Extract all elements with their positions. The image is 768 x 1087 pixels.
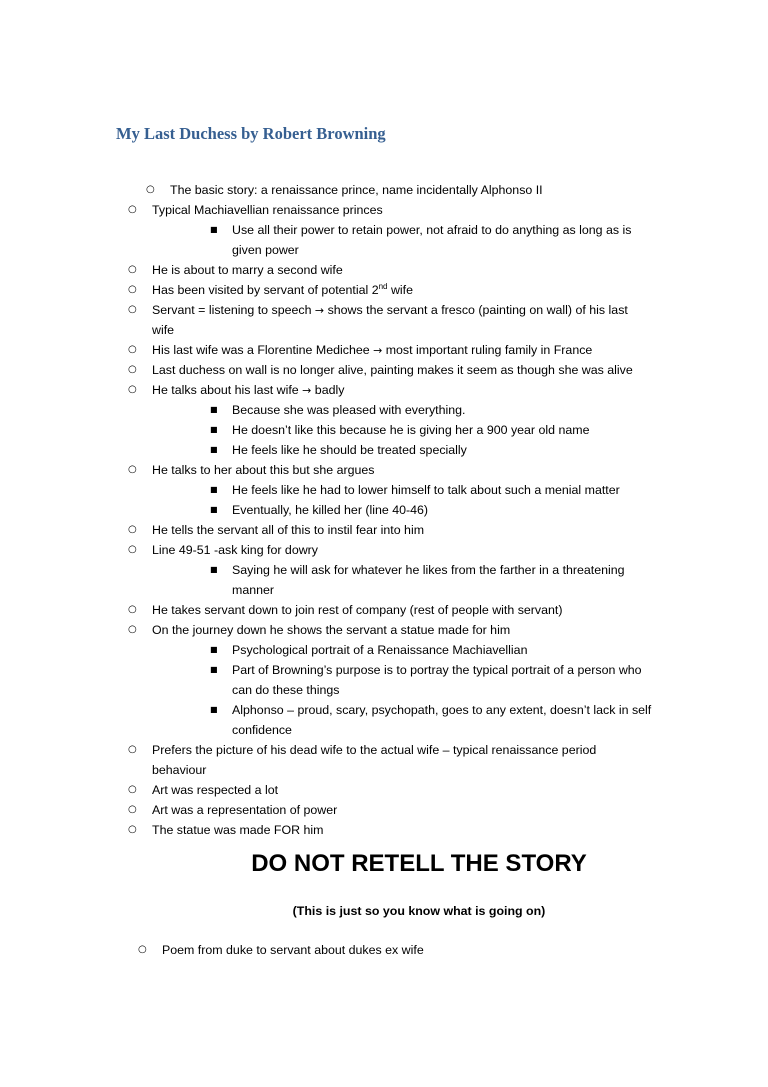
circle-bullet-icon: ○: [128, 744, 137, 755]
sub-list-item: He feels like he should be treated specially: [232, 443, 467, 457]
circle-bullet-icon: ○: [128, 784, 137, 795]
square-bullet-icon: ■: [210, 565, 218, 574]
list-item-text: wife: [387, 283, 413, 297]
square-bullet-icon: ■: [210, 445, 218, 454]
square-bullet-icon: ■: [210, 425, 218, 434]
section-heading: DO NOT RETELL THE STORY: [251, 850, 587, 877]
list-item: [152, 380, 344, 401]
square-bullet-icon: ■: [210, 405, 218, 414]
circle-bullet-icon: ○: [128, 824, 137, 835]
square-bullet-icon: ■: [210, 225, 218, 234]
list-item: Poem from duke to servant about dukes ex wife: [162, 943, 424, 957]
document-title: My Last Duchess by Robert Browning: [116, 124, 386, 143]
sub-list-item: Use all their power to retain power, not afraid to do anything as long as is: [232, 223, 632, 237]
list-item: [152, 300, 628, 321]
sub-list-item: He feels like he had to lower himself to talk about such a menial matter: [232, 483, 620, 497]
circle-bullet-icon: ○: [128, 304, 137, 315]
list-item: Prefers the picture of his dead wife to the actual wife – typical renaissance period: [152, 743, 597, 757]
circle-bullet-icon: ○: [128, 464, 137, 475]
list-item-text: Has been visited by servant of potential 2: [152, 283, 379, 297]
list-item: On the journey down he shows the servant a statue made for him: [152, 623, 511, 637]
list-item: [152, 340, 592, 361]
section-subheading: (This is just so you know what is going on): [292, 904, 546, 918]
list-item-text: badly: [311, 383, 345, 397]
sub-list-item: Part of Browning’s purpose is to portray the typical portrait of a person who: [232, 663, 642, 677]
arrow-right-icon: →: [302, 384, 312, 397]
list-item: The statue was made FOR him: [152, 823, 324, 837]
list-item-text: most important ruling family in France: [382, 343, 593, 357]
list-item: [152, 280, 413, 300]
sub-list-item-continued: can do these things: [232, 683, 340, 697]
list-item: He talks to her about this but she argues: [152, 463, 375, 477]
square-bullet-icon: ■: [210, 665, 218, 674]
circle-bullet-icon: ○: [146, 184, 155, 195]
sub-list-item: He doesn’t like this because he is giving her a 900 year old name: [232, 423, 590, 437]
circle-bullet-icon: ○: [128, 524, 137, 535]
list-item-text: shows the servant a fresco (painting on wall) of his last: [324, 303, 628, 317]
sub-list-item-continued: given power: [232, 243, 299, 257]
circle-bullet-icon: ○: [128, 604, 137, 615]
circle-bullet-icon: ○: [128, 384, 137, 395]
list-item-text: He talks about his last wife: [152, 383, 303, 397]
list-item: Line 49-51 -ask king for dowry: [152, 543, 318, 557]
list-item: He is about to marry a second wife: [152, 263, 343, 277]
superscript: nd: [378, 281, 388, 291]
sub-list-item: Psychological portrait of a Renaissance Machiavellian: [232, 643, 528, 657]
square-bullet-icon: ■: [210, 485, 218, 494]
list-item: Art was respected a lot: [152, 783, 279, 797]
sub-list-item: Saying he will ask for whatever he likes from the farther in a threatening: [232, 563, 625, 577]
circle-bullet-icon: ○: [138, 944, 147, 955]
square-bullet-icon: ■: [210, 645, 218, 654]
circle-bullet-icon: ○: [128, 284, 137, 295]
circle-bullet-icon: ○: [128, 264, 137, 275]
circle-bullet-icon: ○: [128, 544, 137, 555]
list-item: He takes servant down to join rest of company (rest of people with servant): [152, 603, 563, 617]
list-item: Typical Machiavellian renaissance princes: [152, 203, 383, 217]
sub-list-item: Eventually, he killed her (line 40-46): [232, 503, 429, 517]
circle-bullet-icon: ○: [128, 624, 137, 635]
list-item-text: Servant = listening to speech: [152, 303, 315, 317]
circle-bullet-icon: ○: [128, 204, 137, 215]
arrow-right-icon: →: [314, 304, 325, 317]
square-bullet-icon: ■: [210, 705, 218, 714]
arrow-right-icon: →: [373, 344, 383, 357]
list-item-text: His last wife was a Florentine Medichee: [152, 343, 374, 357]
sub-list-item: Alphonso – proud, scary, psychopath, goes to any extent, doesn’t lack in self: [232, 703, 652, 717]
sub-list-item-continued: manner: [232, 583, 275, 597]
list-item-continued: wife: [152, 323, 175, 337]
circle-bullet-icon: ○: [128, 804, 137, 815]
list-item: The basic story: a renaissance prince, name incidentally Alphonso II: [170, 183, 543, 197]
list-item: Last duchess on wall is no longer alive, painting makes it seem as though she was alive: [152, 363, 633, 377]
square-bullet-icon: ■: [210, 505, 218, 514]
list-item-continued: behaviour: [152, 763, 207, 777]
sub-list-item: Because she was pleased with everything.: [232, 403, 466, 417]
sub-list-item-continued: confidence: [232, 723, 292, 737]
circle-bullet-icon: ○: [128, 344, 137, 355]
list-item: He tells the servant all of this to instil fear into him: [152, 523, 425, 537]
list-item: Art was a representation of power: [152, 803, 338, 817]
circle-bullet-icon: ○: [128, 364, 137, 375]
